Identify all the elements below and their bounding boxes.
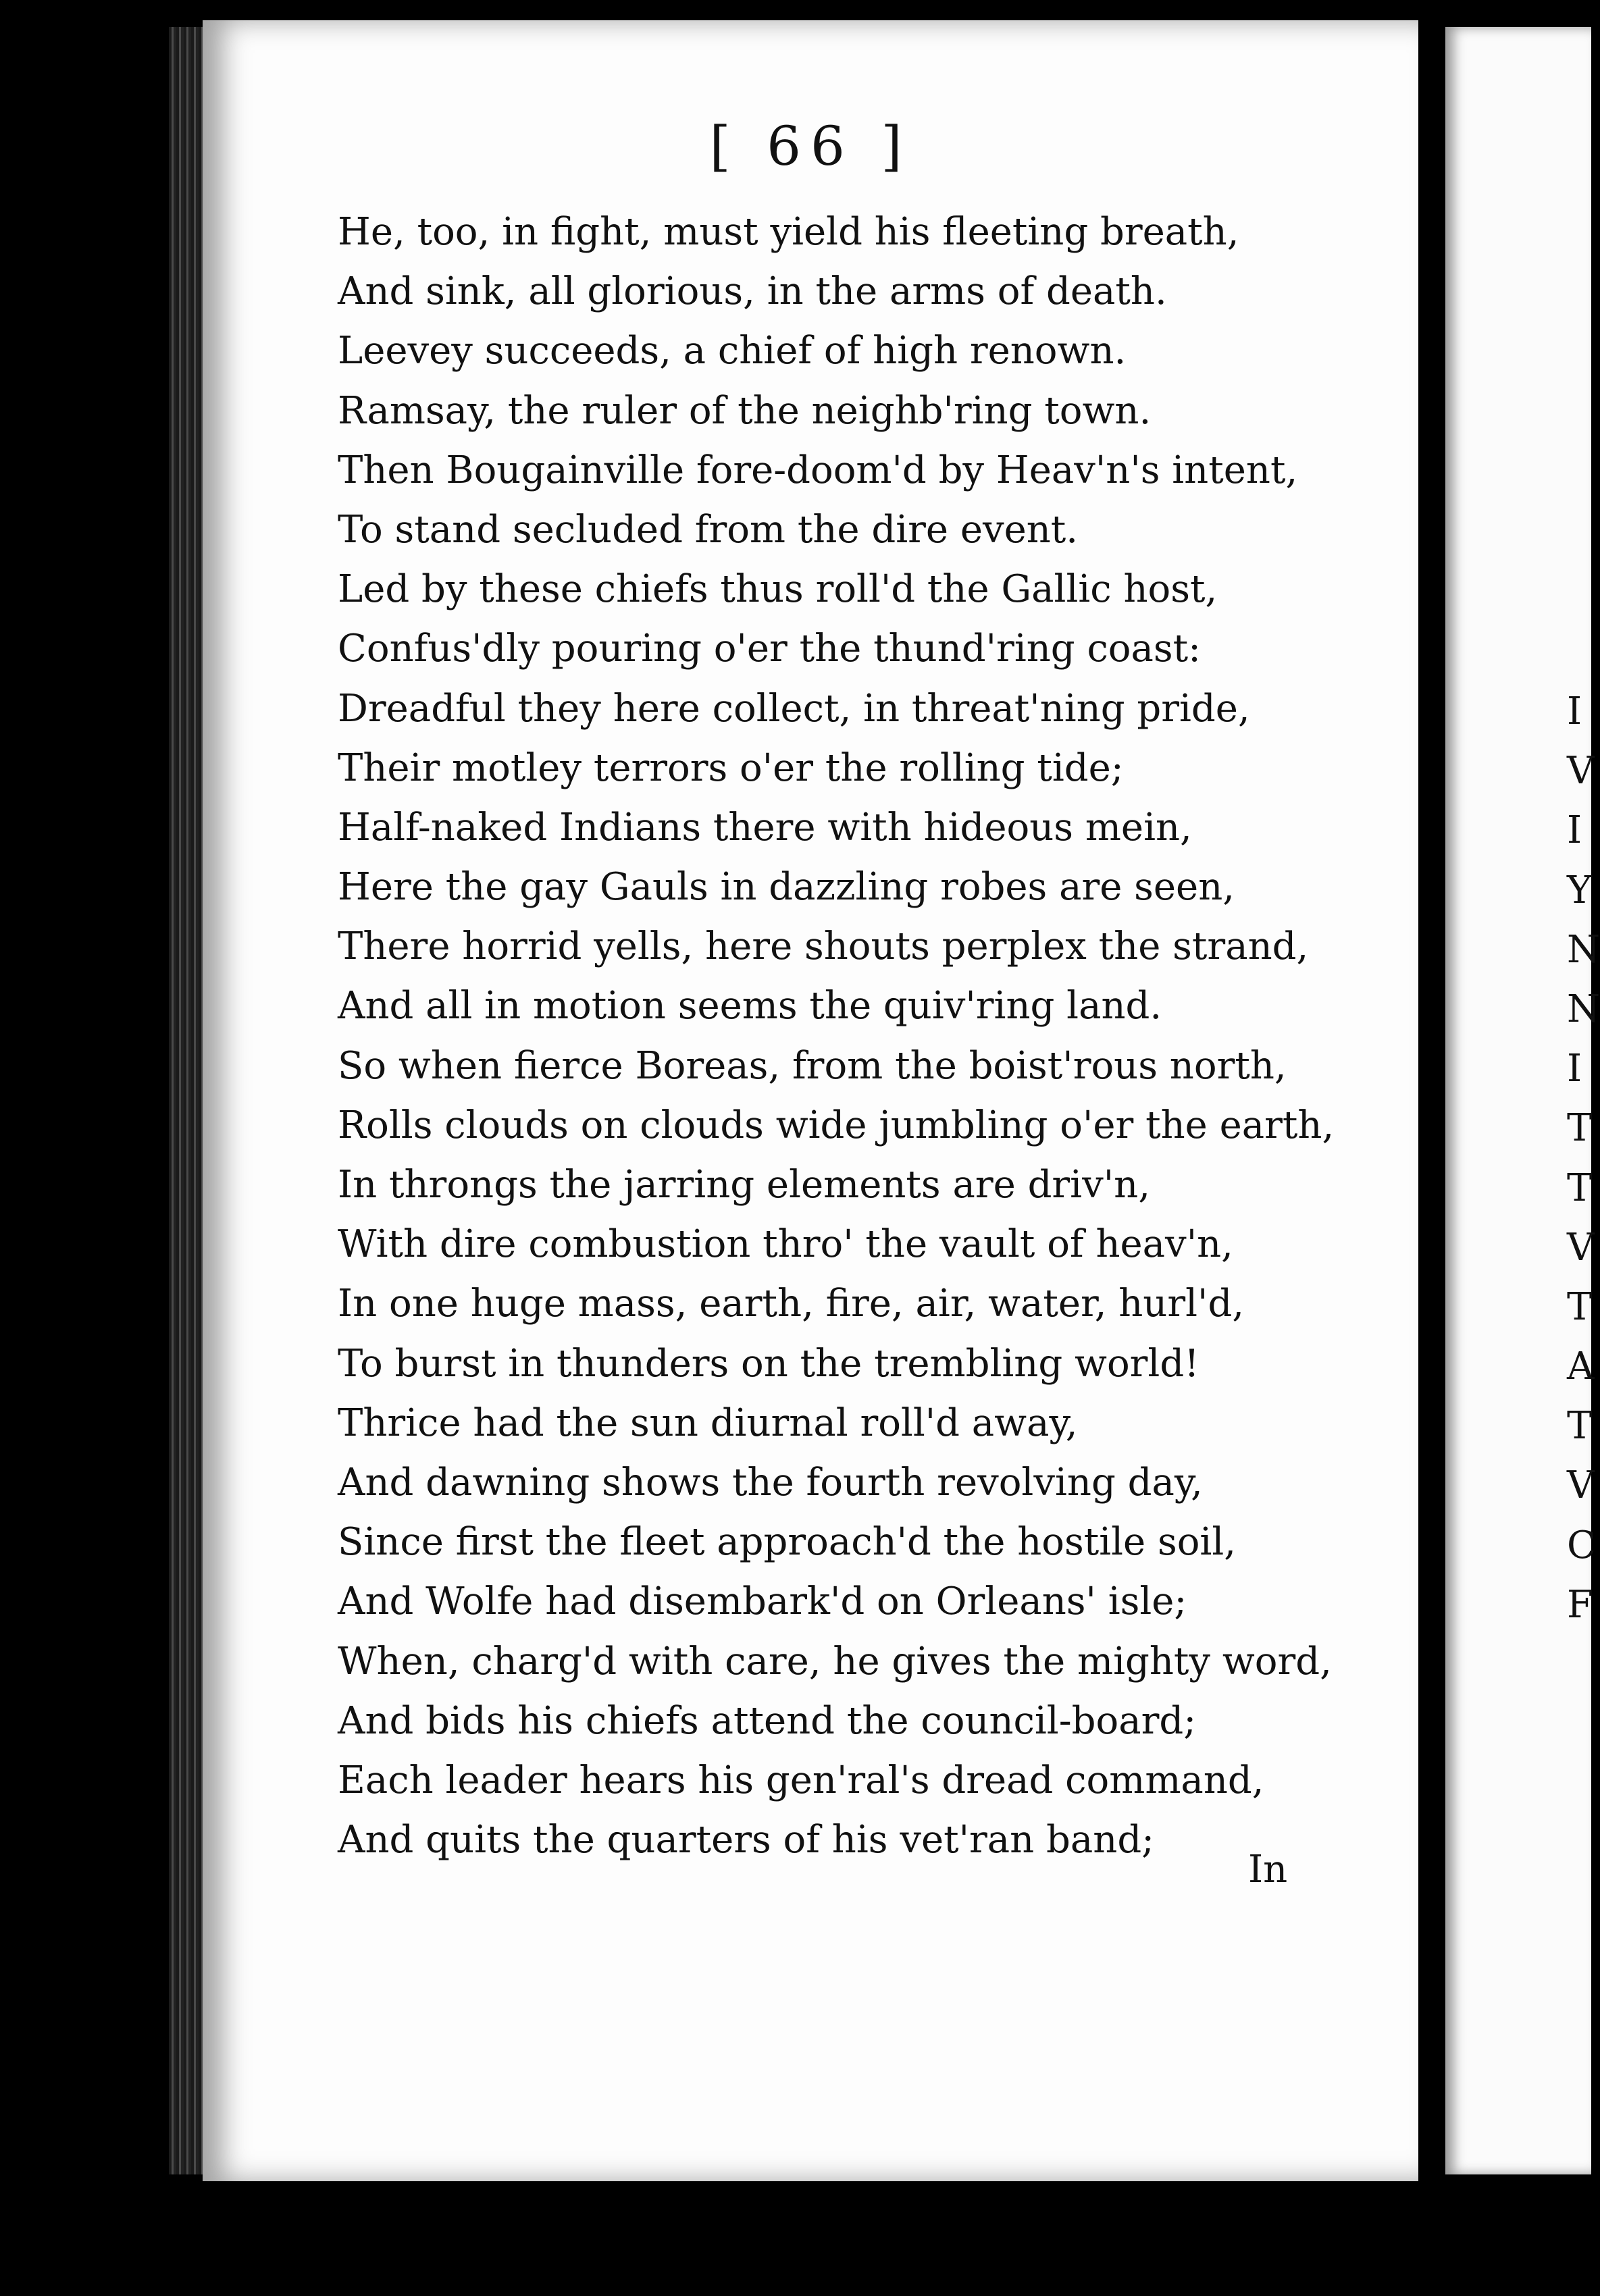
verse-line: Then Bougainville fore-doom'd by Heav'n's intent,: [338, 448, 1298, 492]
edge-letter: V: [1567, 1225, 1595, 1270]
catchword: In: [1248, 1848, 1288, 1891]
verse-line: And Wolfe had disembark'd on Orleans' isle;: [338, 1580, 1187, 1624]
verse-line: With dire combustion thro' the vault of heav'n,: [338, 1222, 1233, 1267]
poem-verse: [338, 203, 1335, 1870]
verse-line: When, charg'd with care, he gives the mighty word,: [338, 1639, 1332, 1684]
verse-line: Confus'dly pouring o'er the thund'ring coast:: [338, 627, 1202, 671]
page-number: [ 66 ]: [709, 115, 912, 178]
edge-letter: F: [1567, 1582, 1593, 1627]
edge-letter: A: [1567, 1345, 1595, 1389]
verse-line: Their motley terrors o'er the rolling tide;: [338, 746, 1124, 790]
verse-line: Half-naked Indians there with hideous mein,: [338, 805, 1192, 850]
verse-line: And all in motion seems the quiv'ring land.: [338, 984, 1162, 1028]
edge-letter: T: [1567, 1166, 1593, 1210]
verse-line: Thrice had the sun diurnal roll'd away,: [338, 1401, 1078, 1445]
verse-line: Ramsay, the ruler of the neighb'ring town.: [338, 388, 1152, 433]
edge-letter: I: [1567, 808, 1582, 853]
edge-letter: V: [1567, 749, 1595, 793]
verse-line: And quits the quarters of his vet'ran band;: [338, 1818, 1155, 1862]
verse-line: In throngs the jarring elements are driv'n,: [338, 1163, 1150, 1207]
verse-line: Led by these chiefs thus roll'd the Gallic host,: [338, 567, 1218, 612]
verse-line: Here the gay Gauls in dazzling robes are seen,: [338, 865, 1235, 910]
verse-line: So when fierce Boreas, from the boist'rous north,: [338, 1043, 1287, 1088]
verse-line: Leevey succeeds, a chief of high renown.: [338, 329, 1127, 373]
verse-line: And bids his chiefs attend the council-board;: [338, 1698, 1197, 1743]
verse-line: In one huge mass, earth, fire, air, water, hurl'd,: [338, 1282, 1245, 1326]
verse-line: Each leader hears his gen'ral's dread command,: [338, 1758, 1264, 1802]
verse-line: Dreadful they here collect, in threat'ning pride,: [338, 686, 1250, 731]
verse-line: There horrid yells, here shouts perplex the strand,: [338, 924, 1309, 969]
verse-line: He, too, in fight, must yield his fleeting breath,: [338, 210, 1239, 254]
edge-letter: Y: [1567, 868, 1592, 912]
edge-letter: I: [1567, 689, 1582, 733]
verse-line: To burst in thunders on the trembling world!: [338, 1341, 1199, 1386]
edge-letter: T: [1567, 1106, 1593, 1151]
facing-page-letters: [1567, 682, 1600, 1635]
verse-line: To stand secluded from the dire event.: [338, 507, 1079, 552]
edge-letter: N: [1567, 987, 1600, 1031]
edge-letter: I: [1567, 1047, 1582, 1091]
verse-line: And dawning shows the fourth revolving day,: [338, 1460, 1203, 1505]
edge-letter: N: [1567, 927, 1600, 972]
verse-line: Since first the fleet approach'd the hostile soil,: [338, 1520, 1237, 1565]
edge-letter: T: [1567, 1284, 1593, 1329]
verse-line: Rolls clouds on clouds wide jumbling o'er the earth,: [338, 1103, 1335, 1147]
edge-letter: V: [1567, 1463, 1595, 1508]
edge-letter: C: [1567, 1523, 1596, 1567]
verse-line: And sink, all glorious, in the arms of death.: [338, 269, 1167, 314]
edge-letter: T: [1567, 1404, 1593, 1449]
